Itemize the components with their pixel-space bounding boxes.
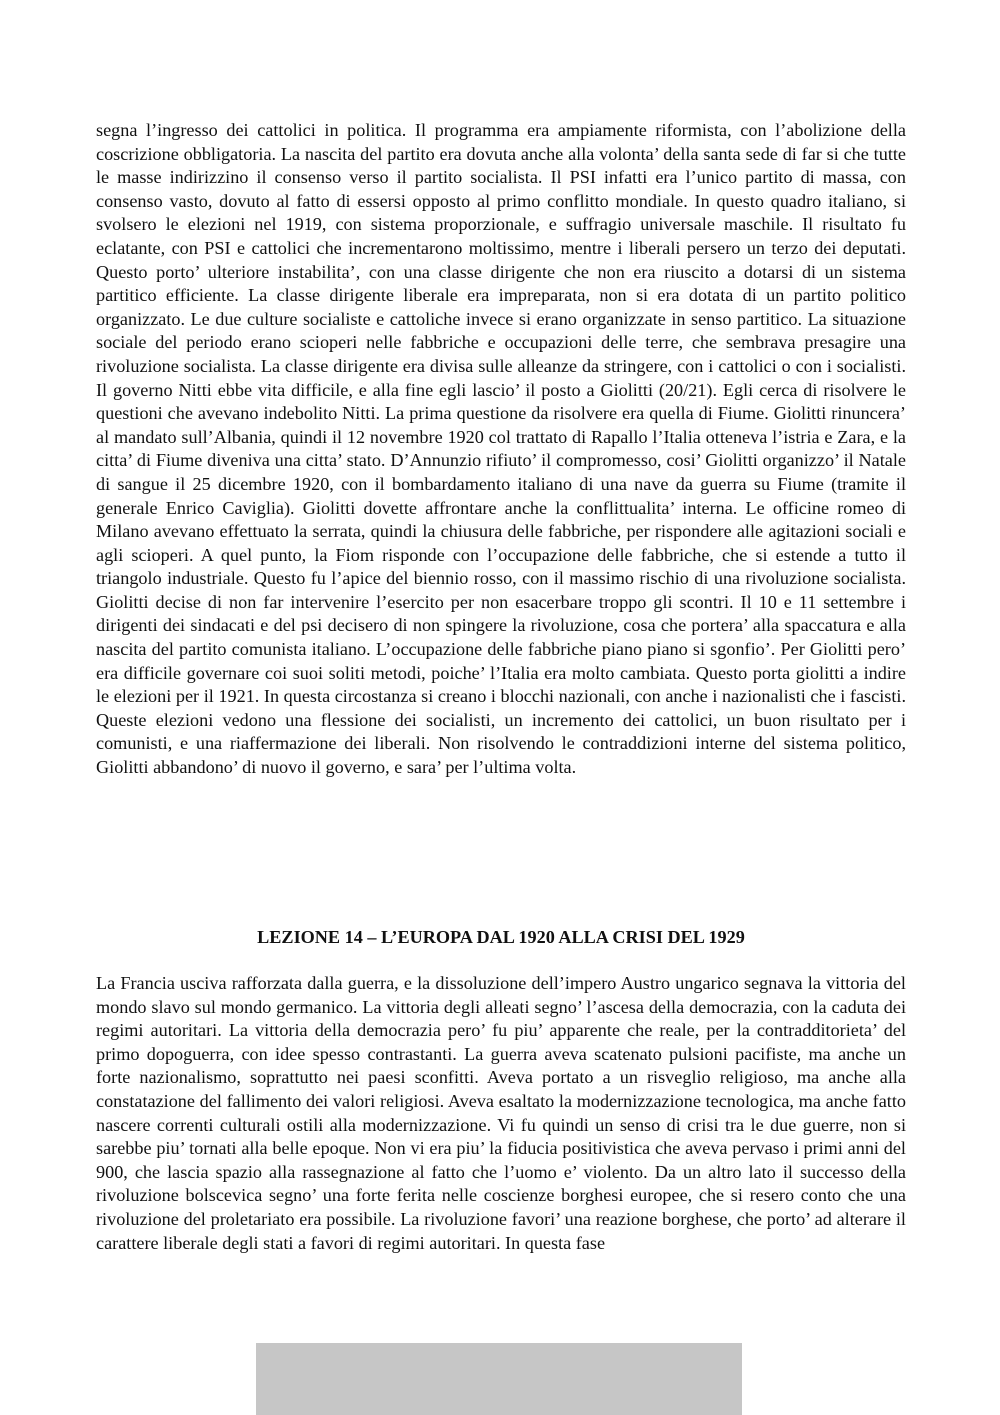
body-paragraph-1: segna l’ingresso dei cattolici in politica. Il programma era ampiamente riformista, con l’abolizione della coscrizione obbligatoria. La nascita del partito era dovuta anche alla volonta’ della santa sede di far si che tutte le masse indirizzino il consenso verso il partito socialista. Il PSI infatti era l’unico partito di massa, con consenso vasto, dovuto al fatto di essersi opposto al primo conflitto mondiale. In questo quadro italiano, si svolsero le elezioni nel 1919, con sistema proporzionale, e suffragio universale maschile. Il risultato fu eclatante, con PSI e cattolici che incrementarono moltissimo, mentre i liberali persero un terzo dei deputati. Questo porto’ ulteriore instabilita’, con una classe dirigente che non era riuscito a dotarsi di un sistema partitico efficiente. La classe dirigente liberale era impreparata, non si era dotata di un partito politico organizzato. Le due culture socialiste e cattoliche invece si erano organizzate in senso partitico. La situazione sociale del periodo erano scioperi nelle fabbriche e occupazioni delle terre, che sembrava presagire una rivoluzione socialista. La classe dirigente era divisa sulle alleanze da stringere, con i cattolici o con i socialisti. Il governo Nitti ebbe vita difficile, e alla fine egli lascio’ il posto a Giolitti (20/21). Egli cerca di risolvere le questioni che avevano indebolito Nitti. La prima questione da risolvere era quella di Fiume. Giolitti rinuncera’ al mandato sull’Albania, quindi il 12 novembre 1920 col trattato di Rapallo l’Italia otteneva l’istria e Zara, e la citta’ di Fiume diveniva una citta’ stato. D’Annunzio rifiuto’ il compromesso, cosi’ Giolitti organizzo’ il Natale di sangue il 25 dicembre 1920, con il bombardamento italiano di una nave da guerra su Fiume (tramite il generale Enrico Caviglia). Giolitti dovette affrontare anche la conflittualita’ interna. Le officine romeo di Milano avevano effettuato la serrata, quindi la chiusura delle fabbriche, per rispondere alle agitazioni sociali e agli scioperi. A quel punto, la Fiom risponde con l’occupazione delle fabbriche, che si estende a tutto il triangolo industriale. Questo fu l’apice del biennio rosso, con il massimo rischio di una rivoluzione socialista. Giolitti decise di non far intervenire l’esercito per non esacerbare troppo gli scontri. Il 10 e 11 settembre i dirigenti dei sindacati e del psi decisero di non spingere la rivoluzione, cosa che portera’ alla spaccatura e alla nascita del partito comunista italiano. L’occupazione delle fabbriche piano piano si sgonfio’. Per Giolitti pero’ era difficile governare coi suoi soliti metodi, poiche’ l’Italia era molto cambiata. Questo porta giolitti a indire le elezioni per il 1921. In questa circostanza si creano i blocchi nazionali, con anche i nazionalisti che i fascisti. Queste elezioni vedono una flessione dei socialisti, un incremento dei cattolici, un buon risultato per i comunisti, e una riaffermazione dei liberali. Non risolvendo le contraddizioni interne del sistema politico, Giolitti abbandono’ di nuovo il governo, e sara’ per l’ultima volta. xyxy=(96,120,906,778)
body-paragraph-2: La Francia usciva rafforzata dalla guerra, e la dissoluzione dell’impero Austro ungarico segnava la vittoria del mondo slavo sul mondo germanico. La vittoria degli alleati segno’ l’ascesa della democrazia, con la caduta dei regimi autoritari. La vittoria della democrazia pero’ fu piu’ apparente che reale, per la contradditorieta’ del primo dopoguerra, con idee spesso contrastanti. La guerra aveva scatenato pulsioni pacifiste, ma anche un forte nazionalismo, soprattutto nei paesi sconfitti. Aveva portato a un risveglio religioso, ma anche alla constatazione del fallimento dei valori religiosi. Aveva esaltato la modernizzazione tecnologica, ma anche fatto nascere correnti culturali ostili alla modernizzazione. Vi fu quindi un senso di crisi tra le due guerre, non si sarebbe piu’ tornati alla belle epoque. Non vi era piu’ la fiducia positivistica che aveva pervaso i primi anni del 900, che lascia spazio alla rassegnazione al fatto che l’uomo e’ violento. Da un altro lato il successo della rivoluzione bolscevica segno’ una forte ferita nelle coscienze borghesi europee, che si resero conto che una rivoluzione del proletariato era possibile. La rivoluzione favori’ una reazione borghese, che porto’ ad alterare il carattere liberale degli stati a favori di regimi autoritari. In questa fase xyxy=(96,973,906,1253)
section-heading: LEZIONE 14 – L’EUROPA DAL 1920 ALLA CRISI DEL 1929 xyxy=(257,927,745,947)
footer-gray-box xyxy=(256,1343,742,1415)
